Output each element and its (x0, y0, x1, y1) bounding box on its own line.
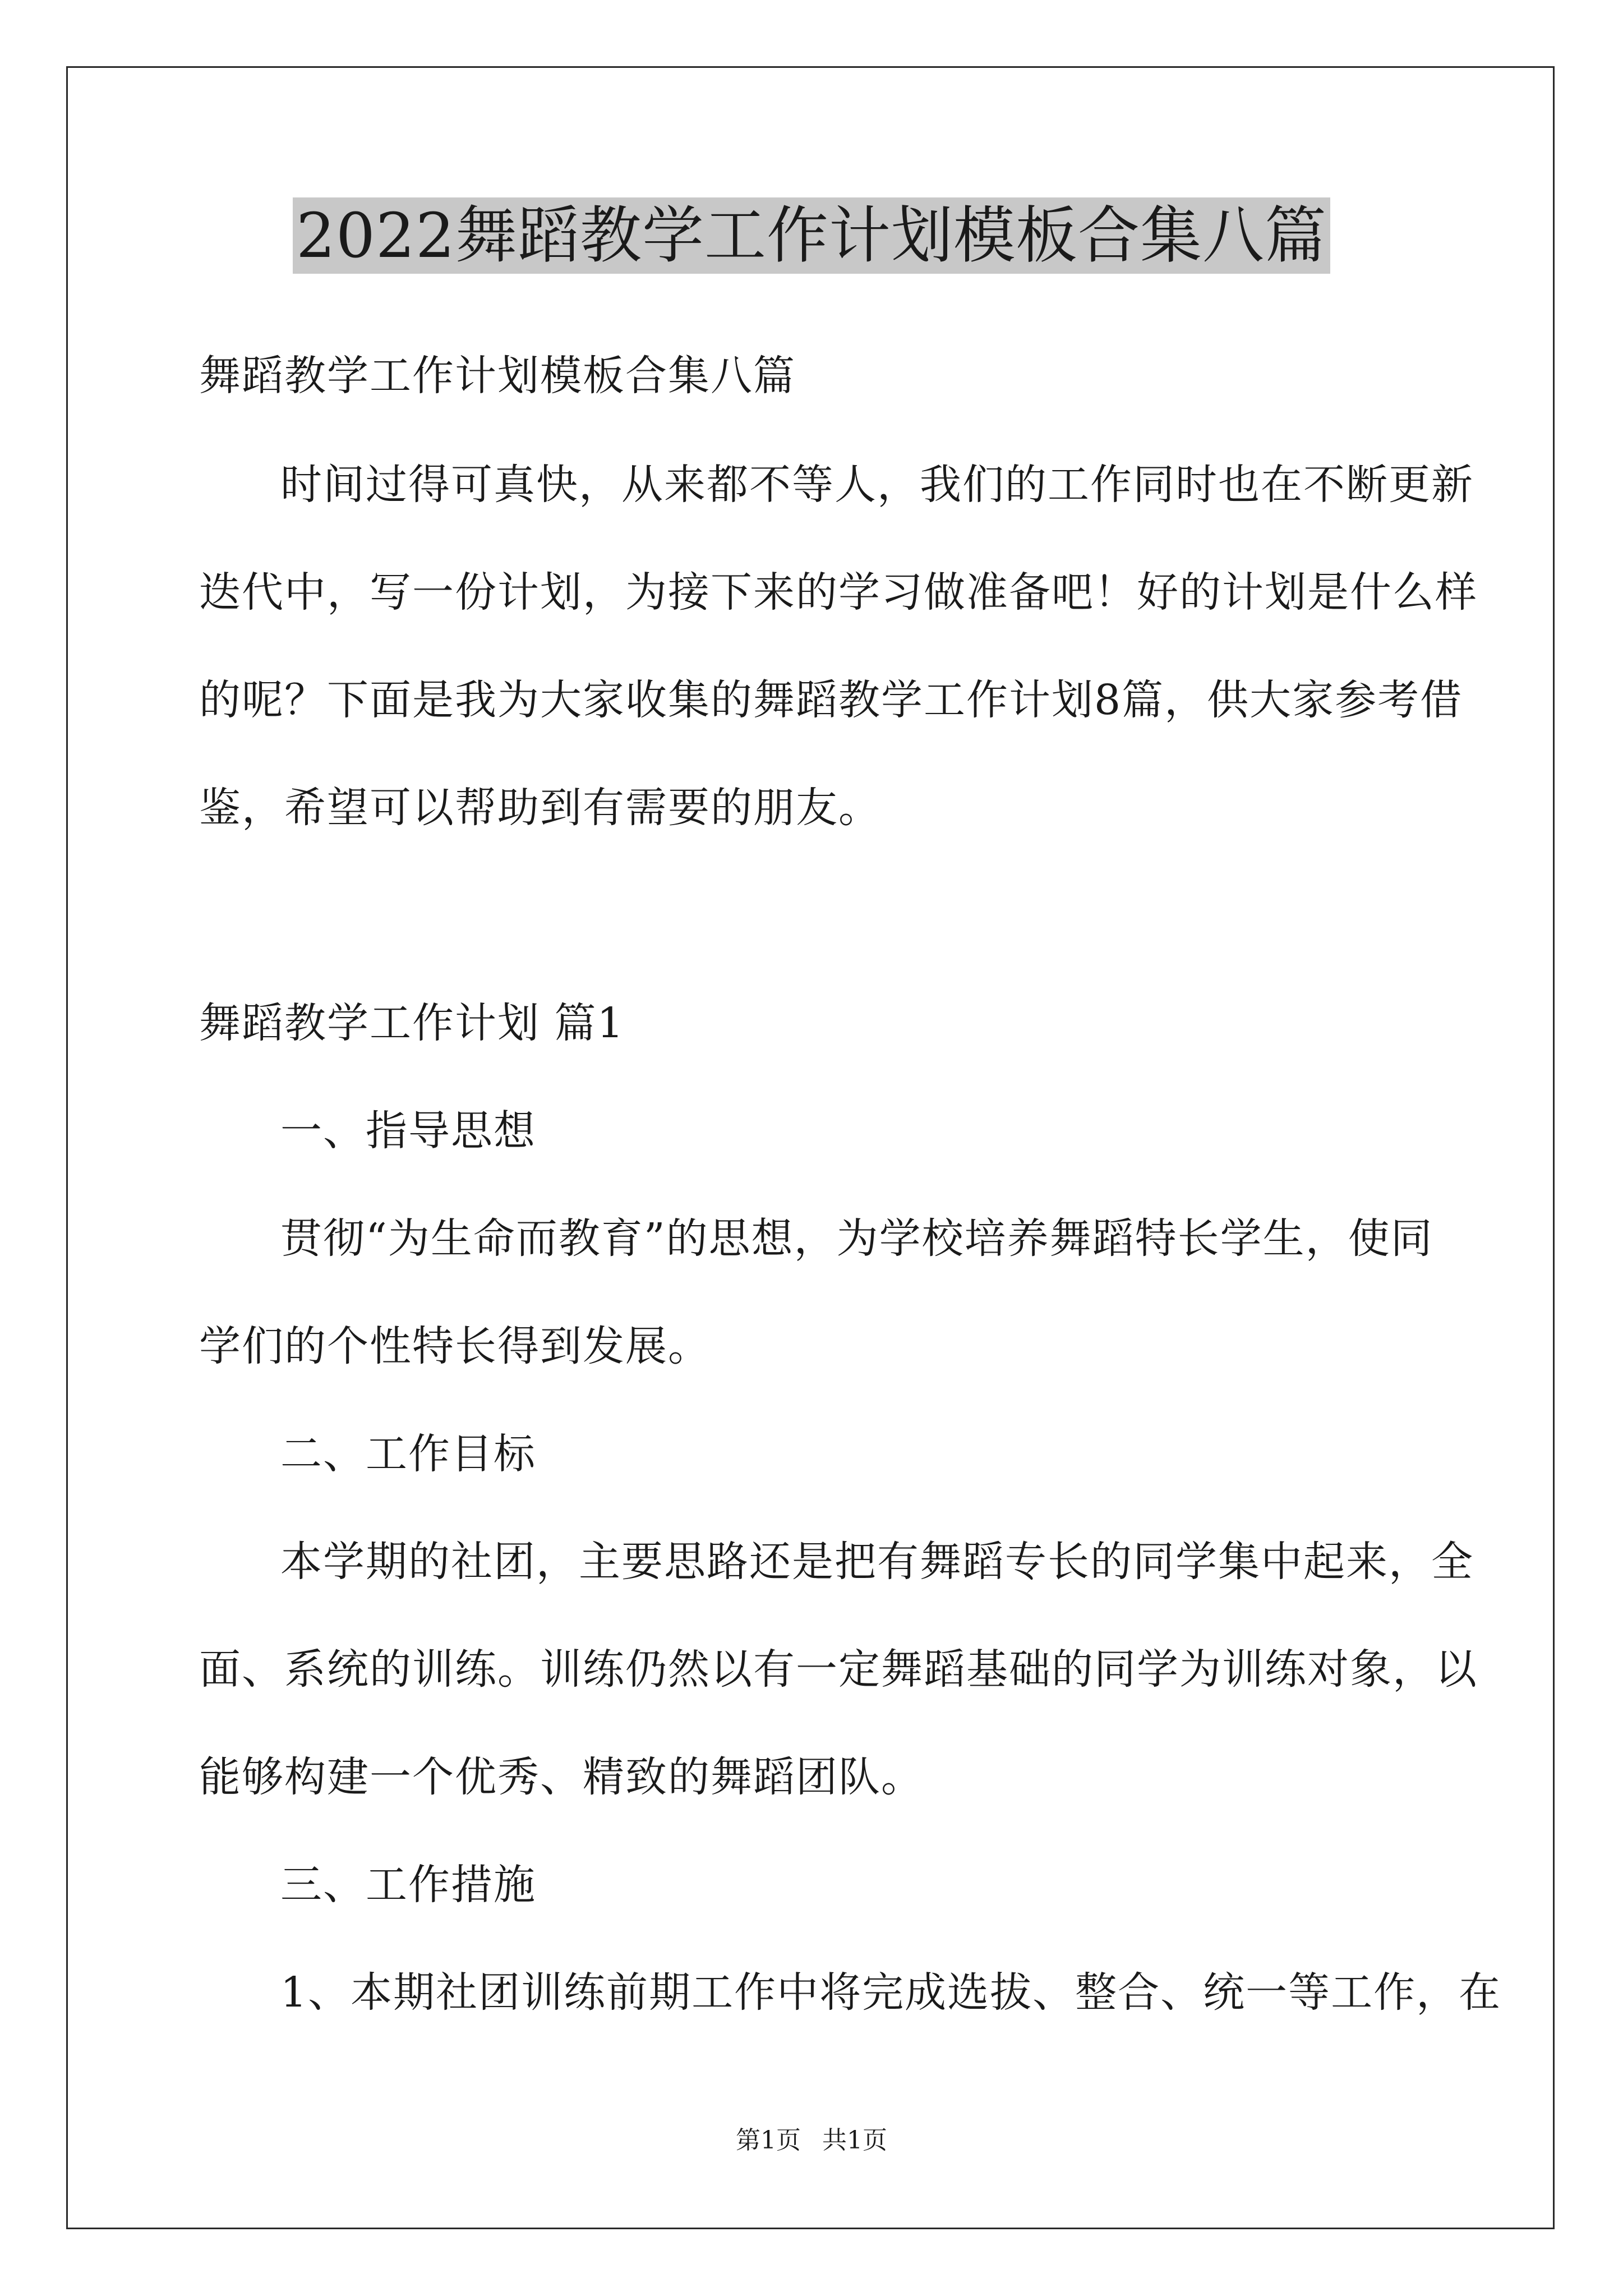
section-heading: 舞蹈教学工作计划 篇1 (199, 999, 625, 1047)
intro-line-2: 迭代中，写一份计划，为接下来的学习做准备吧！好的计划是什么样 (199, 568, 1478, 616)
part3-line-1: 1、本期社团训练前期工作中将完成选拔、整合、统一等工作，在 (280, 1968, 1502, 2017)
page-total: 共1页 (822, 2126, 887, 2155)
part2-heading: 二、工作目标 (280, 1430, 536, 1478)
part1-line-1: 贯彻“为生命而教育”的思想，为学校培养舞蹈特长学生，使同 (280, 1214, 1433, 1263)
title-container (0, 197, 1623, 274)
part2-line-1: 本学期的社团，主要思路还是把有舞蹈专长的同学集中起来，全 (280, 1538, 1474, 1586)
part1-heading: 一、指导思想 (280, 1107, 536, 1155)
page-number: 第1页 (736, 2126, 801, 2155)
document-title: 2022舞蹈教学工作计划模板合集八篇 (293, 197, 1330, 274)
part1-line-2: 学们的个性特长得到发展。 (199, 1322, 711, 1370)
part2-line-3: 能够构建一个优秀、精致的舞蹈团队。 (199, 1753, 924, 1801)
part3-heading: 三、工作措施 (280, 1861, 536, 1909)
intro-line-1: 时间过得可真快，从来都不等人，我们的工作同时也在不断更新 (280, 461, 1474, 509)
document-subtitle: 舞蹈教学工作计划模板合集八篇 (199, 352, 796, 400)
intro-line-3: 的呢？下面是我为大家收集的舞蹈教学工作计划8篇，供大家参考借 (199, 676, 1463, 724)
part2-line-2: 面、系统的训练。训练仍然以有一定舞蹈基础的同学为训练对象，以 (199, 1645, 1478, 1694)
page-footer (0, 2125, 1623, 2156)
intro-line-4: 鉴，希望可以帮助到有需要的朋友。 (199, 784, 881, 832)
